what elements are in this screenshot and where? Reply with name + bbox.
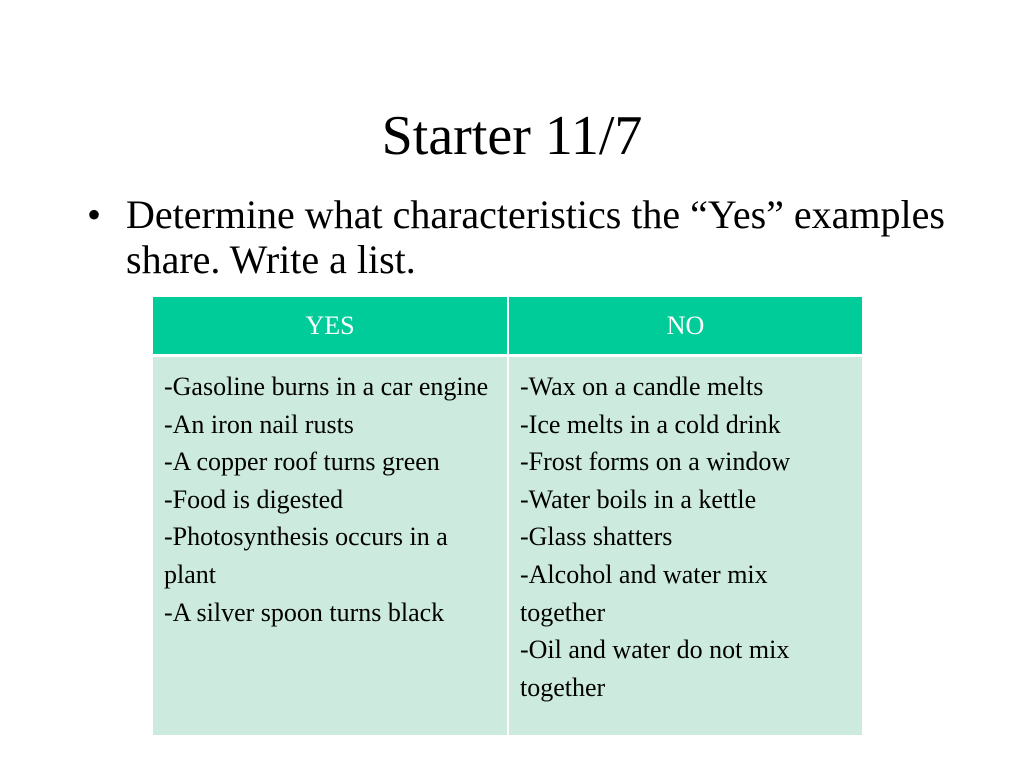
list-item: -Wax on a candle melts: [520, 372, 764, 401]
list-item: -Water boils in a kettle: [520, 484, 757, 514]
no-examples-cell: [508, 356, 862, 735]
list-item: -Gasoline burns in a car engine: [164, 372, 489, 401]
list-item: -An iron nail rusts: [164, 409, 354, 439]
yes-no-table: [153, 297, 862, 735]
bullet-icon: •: [87, 192, 102, 237]
list-item: -A silver spoon turns black: [164, 597, 445, 627]
instruction-text: Determine what characteristics the “Yes” examples share. Write a list.: [126, 192, 945, 282]
slide-title: Starter 11/7: [381, 105, 643, 167]
list-item: -Food is digested: [164, 484, 344, 514]
yes-column-header: YES: [153, 297, 508, 356]
table-row: [153, 356, 862, 735]
list-item: -Glass shatters: [520, 522, 673, 552]
yes-examples-cell: [153, 356, 508, 735]
list-item: -Oil and water do not mix together: [520, 635, 790, 702]
list-item: -Alcohol and water mix together: [520, 559, 768, 627]
instruction-bullet: [87, 192, 947, 282]
list-item: -Photosynthesis occurs in a plant: [164, 522, 448, 589]
no-column-header: NO: [508, 297, 862, 356]
list-item: -Ice melts in a cold drink: [520, 409, 781, 439]
list-item: -A copper roof turns green: [164, 447, 440, 477]
table-header-row: [153, 297, 862, 356]
list-item: -Frost forms on a window: [520, 447, 791, 477]
